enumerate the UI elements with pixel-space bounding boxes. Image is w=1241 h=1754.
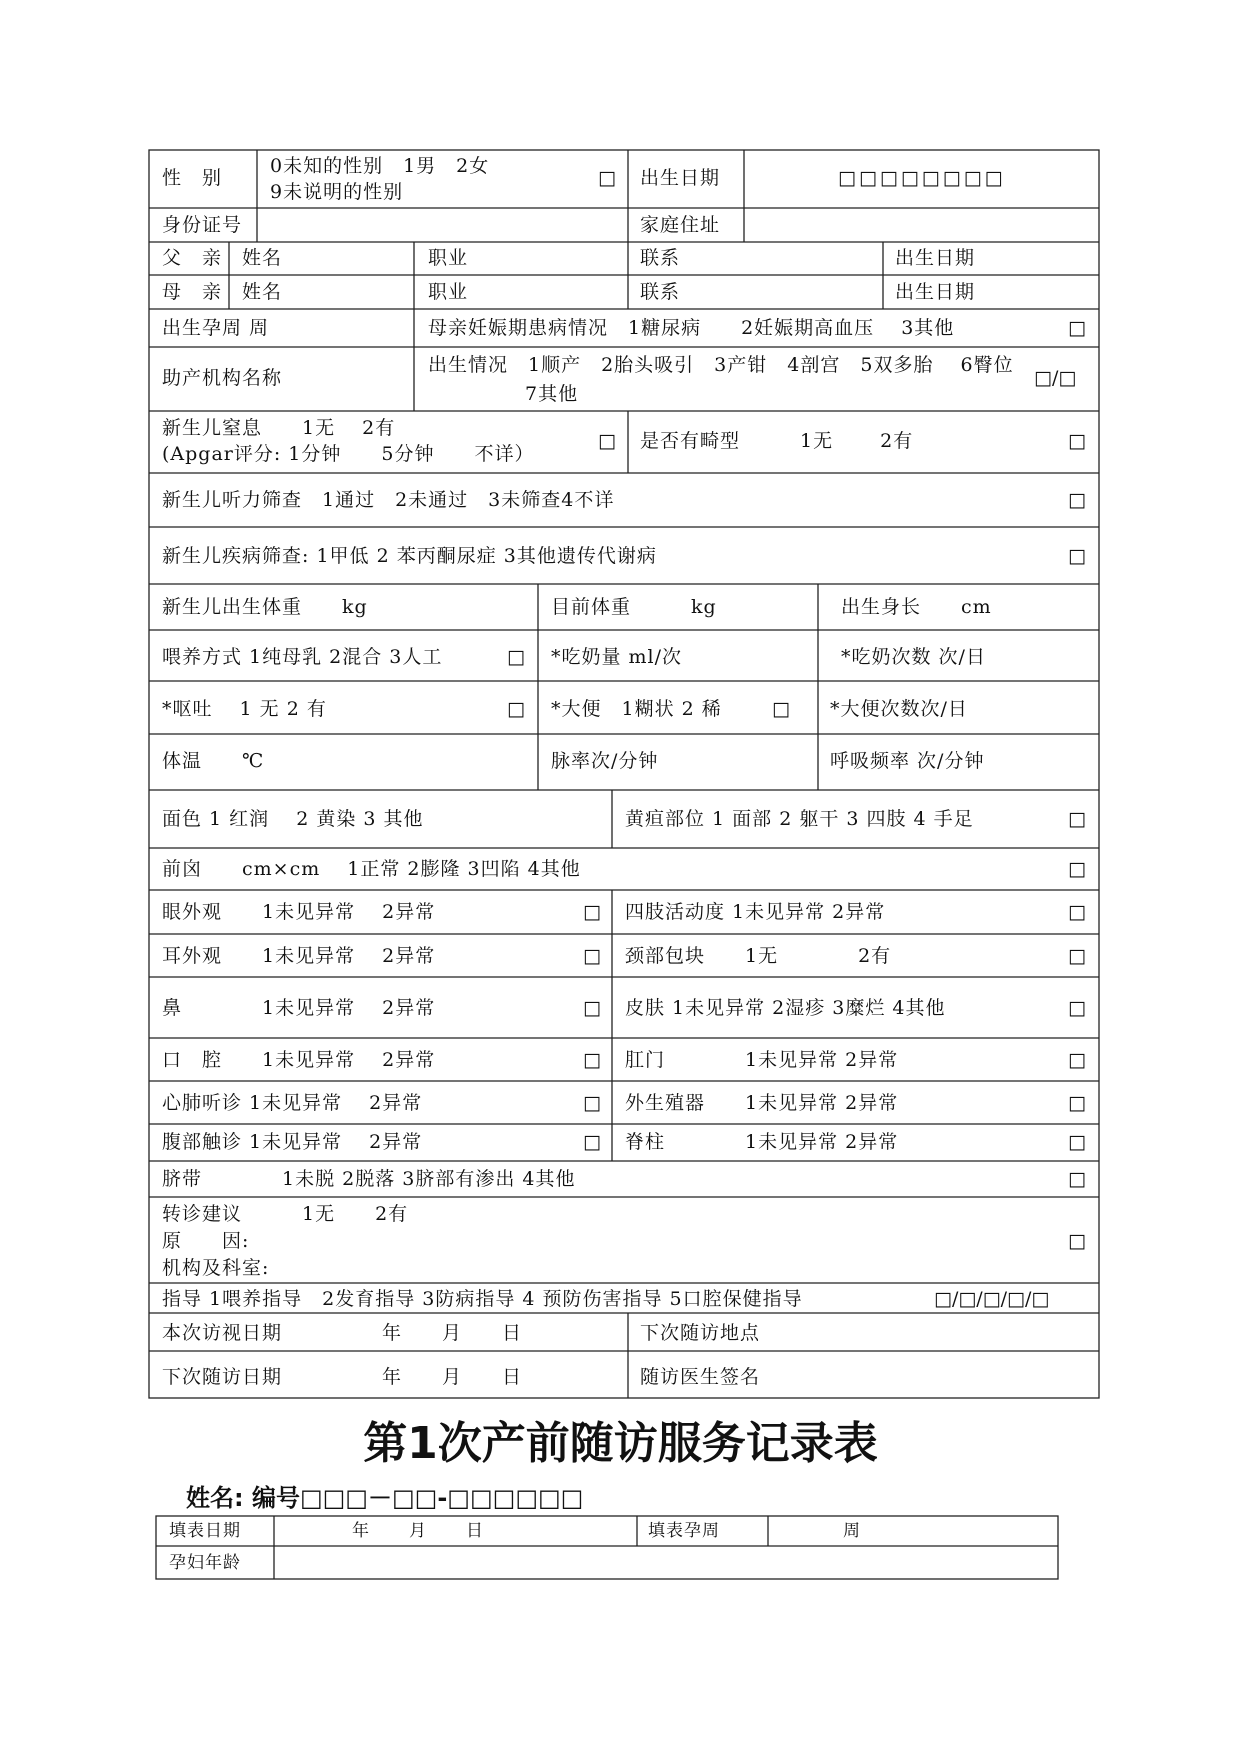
eye-appearance-label: 眼外观 1未见异常 2异常 <box>162 901 436 923</box>
father-name-label: 姓名 <box>242 247 283 269</box>
feeding-method-label: 喂养方式 1纯母乳 2混合 3人工 <box>162 646 443 668</box>
deformity-label: 是否有畸型 1无 2有 <box>640 430 914 452</box>
feeding-times-label: *吃奶次数 次/日 <box>841 646 986 668</box>
nose-checkbox: □ <box>583 997 601 1019</box>
heart-lung-label: 心肺听诊 1未见异常 2异常 <box>162 1092 423 1114</box>
birth-date-boxes: □□□□□□□□ <box>838 167 1006 189</box>
id-number-label: 身份证号 <box>162 214 243 236</box>
fill-gestation-week-value: 周 <box>843 1521 861 1541</box>
jaundice-checkbox: □ <box>1068 808 1086 830</box>
disease-screening-checkbox: □ <box>1068 545 1086 567</box>
respiration-label: 呼吸频率 次/分钟 <box>830 750 985 772</box>
genitals-label: 外生殖器 1未见异常 2异常 <box>625 1092 899 1114</box>
referral-checkbox: □ <box>1068 1230 1086 1252</box>
temperature-label: 体温 ℃ <box>162 750 265 772</box>
fill-gestation-week-label: 填表孕周 <box>648 1521 720 1541</box>
neck-mass-label: 颈部包块 1无 2有 <box>625 945 892 967</box>
ear-checkbox: □ <box>583 945 601 967</box>
mother-name-label: 姓名 <box>242 281 283 303</box>
feeding-method-checkbox: □ <box>507 646 525 668</box>
maternal-illness-label: 母亲妊娠期患病情况 1糖尿病 2妊娠期高血压 3其他 <box>428 317 955 339</box>
genitals-checkbox: □ <box>1068 1092 1086 1114</box>
anus-checkbox: □ <box>1068 1049 1086 1071</box>
father-job-label: 职业 <box>428 247 469 269</box>
asphyxia-label: 新生儿窒息 1无 2有 <box>162 417 396 439</box>
referral-reason-label: 原 因: <box>162 1230 250 1252</box>
father-contact-label: 联系 <box>640 247 681 269</box>
birth-situation-label: 出生情况 1顺产 2胎头吸引 3产钳 4剖宫 5双多胎 6臀位 <box>428 354 1014 376</box>
skin-label: 皮肤 1未见异常 2湿疹 3糜烂 4其他 <box>625 997 946 1019</box>
milk-amount-label: *吃奶量 ml/次 <box>551 646 683 668</box>
gender-options-line1: 0未知的性别 1男 2女 <box>270 155 490 177</box>
fontanelle-checkbox: □ <box>1068 858 1086 880</box>
limb-activity-label: 四肢活动度 1未见异常 2异常 <box>625 901 886 923</box>
gestation-weeks-label: 出生孕周 周 <box>162 317 270 339</box>
spine-checkbox: □ <box>1068 1131 1086 1153</box>
neck-mass-checkbox: □ <box>1068 945 1086 967</box>
stool-label: *大便 1糊状 2 稀 <box>551 698 722 720</box>
stool-checkbox: □ <box>772 698 790 720</box>
oral-cavity-checkbox: □ <box>583 1049 601 1071</box>
mother-birth-label: 出生日期 <box>895 281 976 303</box>
father-birth-label: 出生日期 <box>895 247 976 269</box>
abdomen-label: 腹部触诊 1未见异常 2异常 <box>162 1131 423 1153</box>
stool-times-label: *大便次数次/日 <box>830 698 968 720</box>
guidance-checkboxes: □/□/□/□/□ <box>934 1288 1050 1310</box>
gender-checkbox: □ <box>598 167 616 189</box>
pregnant-woman-age-label: 孕妇年龄 <box>169 1553 241 1573</box>
referral-institution-label: 机构及科室: <box>162 1257 270 1279</box>
asphyxia-checkbox: □ <box>598 430 616 452</box>
referral-label: 转诊建议 1无 2有 <box>162 1203 409 1225</box>
hearing-checkbox: □ <box>1068 489 1086 511</box>
home-address-label: 家庭住址 <box>640 214 721 236</box>
skin-checkbox: □ <box>1068 997 1086 1019</box>
birth-situation-checkboxes: □/□ <box>1034 367 1077 389</box>
pulse-label: 脉率次/分钟 <box>551 750 659 772</box>
heart-lung-checkbox: □ <box>583 1092 601 1114</box>
maternal-illness-checkbox: □ <box>1068 317 1086 339</box>
umbilical-cord-checkbox: □ <box>1068 1168 1086 1190</box>
prenatal-form-title: 第1次产前随访服务记录表 <box>363 1418 878 1469</box>
complexion-label: 面色 1 红润 2 黄染 3 其他 <box>162 808 424 830</box>
child-birth-date-label: 出生日期 <box>640 167 721 189</box>
mother-job-label: 职业 <box>428 281 469 303</box>
anus-label: 肛门 1未见异常 2异常 <box>625 1049 899 1071</box>
vomit-checkbox: □ <box>507 698 525 720</box>
limb-activity-checkbox: □ <box>1068 901 1086 923</box>
next-visit-date-label: 下次随访日期 年 月 日 <box>162 1366 523 1388</box>
name-and-id-line: 姓名: 编号□□□－□□-□□□□□□ <box>186 1484 584 1512</box>
umbilical-cord-label: 脐带 1未脱 2脱落 3脐部有渗出 4其他 <box>162 1168 576 1190</box>
hearing-screening-label: 新生儿听力筛查 1通过 2未通过 3未筛查4不详 <box>162 489 615 511</box>
fill-date-value: 年 月 日 <box>352 1521 485 1541</box>
nose-label: 鼻 1未见异常 2异常 <box>162 997 436 1019</box>
mother-contact-label: 联系 <box>640 281 681 303</box>
midwifery-institution-label: 助产机构名称 <box>162 367 283 389</box>
vomit-label: *呕吐 1 无 2 有 <box>162 698 327 720</box>
gender-options-line2: 9未说明的性别 <box>270 181 404 203</box>
spine-label: 脊柱 1未见异常 2异常 <box>625 1131 899 1153</box>
abdomen-checkbox: □ <box>583 1131 601 1153</box>
deformity-checkbox: □ <box>1068 430 1086 452</box>
apgar-score-label: (Apgar评分: 1分钟 5分钟 不详） <box>162 443 535 465</box>
fontanelle-label: 前囟 cm×cm 1正常 2膨隆 3凹陷 4其他 <box>162 858 581 880</box>
next-visit-place-label: 下次随访地点 <box>640 1322 761 1344</box>
jaundice-site-label: 黄疸部位 1 面部 2 躯干 3 四肢 4 手足 <box>625 808 974 830</box>
fill-date-label: 填表日期 <box>169 1521 241 1541</box>
mother-label: 母 亲 <box>162 281 223 303</box>
birth-weight-label: 新生儿出生体重 kg <box>162 596 368 618</box>
father-label: 父 亲 <box>162 247 223 269</box>
birth-situation-other: 7其他 <box>525 383 579 405</box>
gender-label: 性 别 <box>162 167 223 189</box>
ear-appearance-label: 耳外观 1未见异常 2异常 <box>162 945 436 967</box>
doctor-signature-label: 随访医生签名 <box>640 1366 761 1388</box>
disease-screening-label: 新生儿疾病筛查: 1甲低 2 苯丙酮尿症 3其他遗传代谢病 <box>162 545 657 567</box>
guidance-label: 指导 1喂养指导 2发育指导 3防病指导 4 预防伤害指导 5口腔保健指导 <box>162 1288 803 1310</box>
visit-date-label: 本次访视日期 年 月 日 <box>162 1322 523 1344</box>
current-weight-label: 目前体重 kg <box>551 596 717 618</box>
oral-cavity-label: 口 腔 1未见异常 2异常 <box>162 1049 436 1071</box>
eye-checkbox: □ <box>583 901 601 923</box>
birth-length-label: 出生身长 cm <box>841 596 992 618</box>
